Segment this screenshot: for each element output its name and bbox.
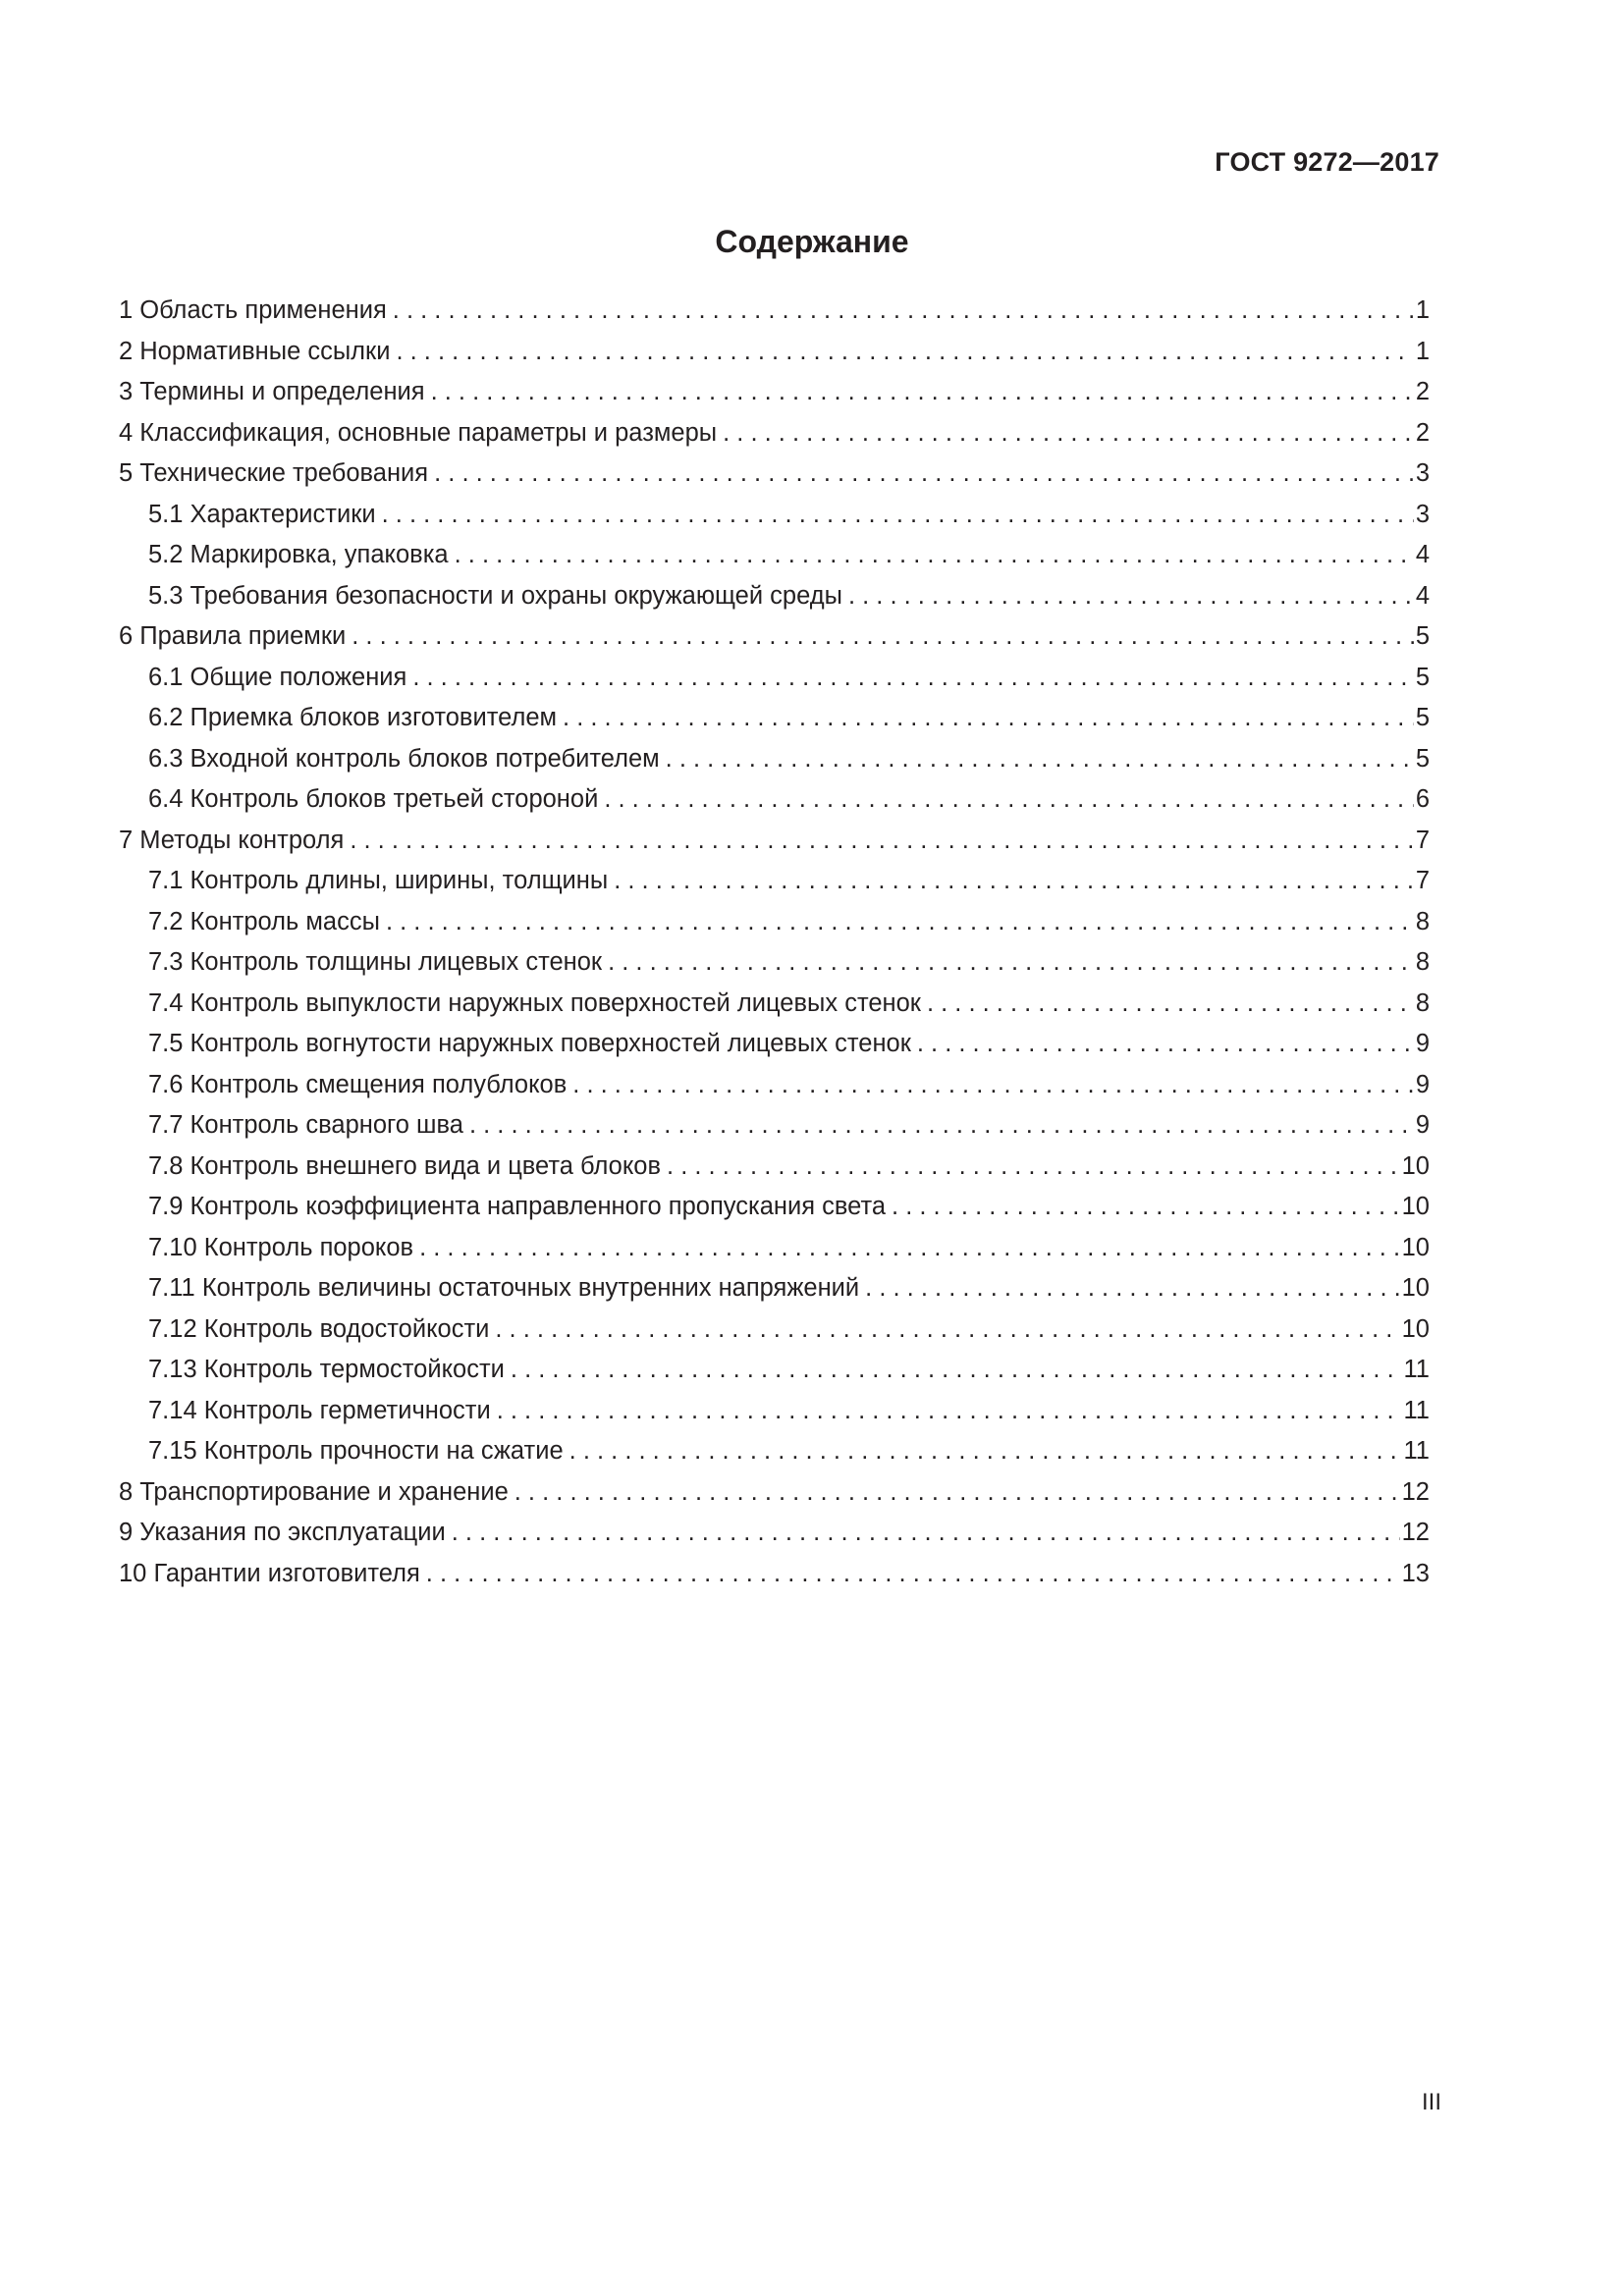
dot-leader	[927, 989, 1414, 1018]
toc-entry-title: 8 Транспортирование и хранение	[119, 1477, 509, 1506]
toc-entry-title: 10 Гарантии изготовителя	[119, 1559, 420, 1587]
dot-leader	[419, 1234, 1400, 1262]
toc-entry-page: 9	[1415, 1070, 1430, 1098]
toc-entry-title: 5.3 Требования безопасности и охраны окружающей среды	[148, 581, 842, 610]
dot-leader	[350, 827, 1413, 855]
toc-entry[interactable]	[119, 1356, 1430, 1397]
toc-entry-title: 6.4 Контроль блоков третьей стороной	[148, 785, 599, 813]
dot-leader	[396, 338, 1413, 366]
toc-entry-page: 5	[1415, 622, 1430, 650]
toc-entry[interactable]	[119, 582, 1430, 623]
toc-entry[interactable]	[119, 1560, 1430, 1601]
toc-entry-page: 4	[1415, 541, 1430, 568]
toc-entry-page: 10	[1401, 1314, 1430, 1343]
toc-entry-title: 7.2 Контроль массы	[148, 907, 380, 935]
toc-title: Содержание	[715, 224, 909, 259]
toc-entry[interactable]	[119, 501, 1430, 542]
toc-entry-page: 10	[1401, 1151, 1430, 1180]
dot-leader	[434, 459, 1414, 488]
toc-entry-title: 7.1 Контроль длины, ширины, толщины	[148, 867, 609, 894]
toc-entry-title: 7.13 Контроль термостойкости	[148, 1356, 505, 1383]
toc-entry[interactable]	[119, 704, 1430, 745]
page-number: III	[1421, 2089, 1441, 2115]
toc-entry-page: 10	[1401, 1274, 1430, 1302]
document-code: ГОСТ 9272—2017	[1215, 147, 1439, 177]
toc-entry[interactable]	[119, 1193, 1430, 1234]
toc-entry-title: 4 Классификация, основные параметры и размеры	[119, 418, 718, 447]
dot-leader	[848, 582, 1414, 611]
toc-entry-page: 5	[1415, 704, 1430, 731]
toc-entry-title: 5.2 Маркировка, упаковка	[148, 541, 449, 568]
toc-entry-title: 7.4 Контроль выпуклости наружных поверхностей лицевых стенок	[148, 988, 921, 1017]
toc-entry-title: 7.8 Контроль внешнего вида и цвета блоков	[148, 1151, 662, 1180]
toc-entry-page: 9	[1415, 1030, 1430, 1057]
toc-entry-page: 10	[1401, 1193, 1430, 1220]
toc-entry[interactable]	[119, 785, 1430, 827]
dot-leader	[497, 1397, 1402, 1425]
toc-entry-page: 8	[1415, 907, 1430, 935]
toc-entry[interactable]	[119, 908, 1430, 949]
dot-leader	[572, 1071, 1414, 1099]
toc-entry[interactable]	[119, 1234, 1430, 1275]
dot-leader	[431, 378, 1414, 406]
toc-entry-title: 2 Нормативные ссылки	[119, 337, 391, 365]
toc-entry-title: 7.3 Контроль толщины лицевых стенок	[148, 948, 603, 976]
toc-entry-page: 3	[1415, 500, 1430, 528]
toc-entry[interactable]	[119, 664, 1430, 705]
toc-entry-title: 7 Методы контроля	[119, 826, 345, 854]
toc-entry-title: 7.15 Контроль прочности на сжатие	[148, 1437, 564, 1465]
toc-entry-title: 7.5 Контроль вогнутости наружных поверхностей лицевых стенок	[148, 1030, 911, 1057]
toc-entry-page: 2	[1415, 418, 1430, 447]
toc-entry[interactable]	[119, 338, 1430, 379]
dot-leader	[514, 1478, 1400, 1507]
toc-entry[interactable]	[119, 1478, 1430, 1520]
dot-leader	[723, 419, 1414, 448]
dot-leader	[495, 1315, 1399, 1344]
toc-entry-title: 5 Технические требования	[119, 459, 429, 487]
toc-entry-page: 7	[1415, 867, 1430, 894]
toc-entry[interactable]	[119, 1071, 1430, 1112]
toc-entry[interactable]	[119, 378, 1430, 419]
toc-entry-title: 7.7 Контроль сварного шва	[148, 1111, 463, 1139]
toc-entry-title: 6.2 Приемка блоков изготовителем	[148, 704, 558, 731]
dot-leader	[608, 948, 1414, 977]
toc-entry-page: 5	[1415, 663, 1430, 691]
dot-leader	[892, 1193, 1400, 1221]
toc-entry-page: 1	[1415, 296, 1430, 324]
dot-leader	[382, 501, 1414, 529]
toc-entry-page: 11	[1403, 1356, 1430, 1383]
toc-entry-page: 10	[1401, 1233, 1430, 1261]
toc-entry-page: 8	[1415, 988, 1430, 1017]
toc-entry[interactable]	[119, 622, 1430, 664]
toc-entry[interactable]	[119, 948, 1430, 989]
dot-leader	[412, 664, 1413, 692]
toc-entry-title: 6.3 Входной контроль блоков потребителем	[148, 744, 660, 773]
toc-entry[interactable]	[119, 296, 1430, 338]
dot-leader	[604, 785, 1413, 814]
toc-entry-page: 7	[1415, 826, 1430, 854]
toc-entry-page: 6	[1415, 785, 1430, 813]
toc-entry-title: 7.11 Контроль величины остаточных внутренних напряжений	[148, 1274, 860, 1302]
table-of-contents	[119, 296, 1430, 1600]
dot-leader	[865, 1274, 1399, 1303]
dot-leader	[667, 1152, 1400, 1181]
toc-entry-page: 2	[1415, 378, 1430, 405]
dot-leader	[563, 704, 1414, 732]
dot-leader	[614, 867, 1414, 895]
toc-entry[interactable]	[119, 1274, 1430, 1315]
toc-entry-title: 7.10 Контроль пороков	[148, 1233, 414, 1261]
toc-entry-page: 11	[1403, 1437, 1430, 1465]
toc-entry[interactable]	[119, 1397, 1430, 1438]
toc-entry[interactable]	[119, 1519, 1430, 1560]
toc-entry[interactable]	[119, 1030, 1430, 1071]
toc-entry[interactable]	[119, 419, 1430, 460]
toc-entry-page: 9	[1415, 1111, 1430, 1139]
dot-leader	[511, 1356, 1402, 1384]
dot-leader	[469, 1111, 1414, 1140]
toc-entry[interactable]	[119, 867, 1430, 908]
toc-entry-page: 5	[1415, 744, 1430, 773]
toc-entry-title: 6.1 Общие положения	[148, 663, 407, 691]
dot-leader	[917, 1030, 1414, 1058]
toc-entry-title: 5.1 Характеристики	[148, 500, 376, 528]
toc-entry-title: 7.14 Контроль герметичности	[148, 1396, 491, 1424]
toc-entry-title: 7.9 Контроль коэффициента направленного пропускания света	[148, 1193, 887, 1220]
toc-entry[interactable]	[119, 1111, 1430, 1152]
toc-entry-page: 1	[1415, 337, 1430, 365]
toc-entry[interactable]	[119, 541, 1430, 582]
dot-leader	[386, 908, 1414, 936]
toc-entry-page: 12	[1401, 1519, 1430, 1546]
toc-entry-page: 13	[1401, 1559, 1430, 1587]
toc-entry-title: 7.6 Контроль смещения полублоков	[148, 1070, 568, 1098]
dot-leader	[426, 1560, 1400, 1588]
toc-entry-title: 7.12 Контроль водостойкости	[148, 1314, 490, 1343]
dot-leader	[393, 296, 1414, 325]
toc-entry-page: 12	[1401, 1477, 1430, 1506]
toc-entry-title: 6 Правила приемки	[119, 622, 347, 650]
dot-leader	[452, 1519, 1400, 1547]
toc-entry[interactable]	[119, 1315, 1430, 1357]
toc-entry-title: 9 Указания по эксплуатации	[119, 1519, 446, 1546]
toc-entry[interactable]	[119, 459, 1430, 501]
toc-entry-page: 8	[1415, 948, 1430, 976]
dot-leader	[569, 1437, 1402, 1466]
toc-entry[interactable]	[119, 1437, 1430, 1478]
toc-entry[interactable]	[119, 1152, 1430, 1194]
toc-entry[interactable]	[119, 989, 1430, 1031]
toc-entry-title: 1 Область применения	[119, 296, 387, 324]
toc-entry-page: 11	[1403, 1396, 1430, 1424]
toc-entry-title: 3 Термины и определения	[119, 378, 425, 405]
toc-entry[interactable]	[119, 745, 1430, 786]
toc-entry[interactable]	[119, 827, 1430, 868]
dot-leader	[666, 745, 1414, 774]
dot-leader	[352, 622, 1414, 651]
toc-entry-page: 3	[1415, 459, 1430, 487]
dot-leader	[455, 541, 1414, 569]
toc-entry-page: 4	[1415, 581, 1430, 610]
